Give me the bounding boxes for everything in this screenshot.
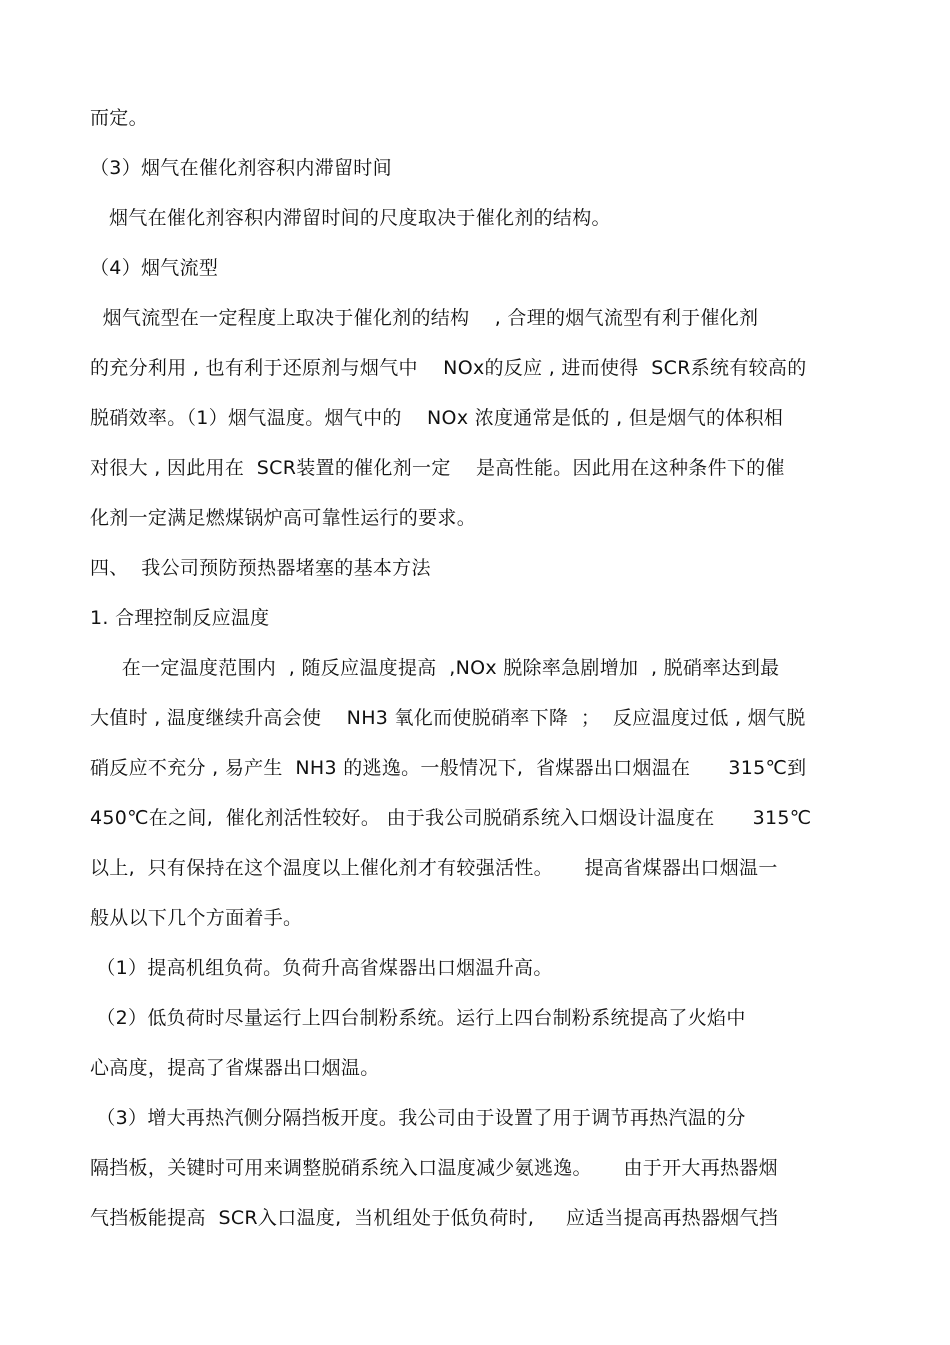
text-line: 对很大 , 因此用在 SCR装置的催化剂一定 是高性能。因此用在这种条件下的催: [90, 457, 785, 479]
list-item: （2）低负荷时尽量运行上四台制粉系统。运行上四台制粉系统提高了火焰中: [90, 1007, 746, 1029]
section-heading: （3）烟气在催化剂容积内滞留时间: [90, 157, 392, 179]
list-item: （1）提高机组负荷。负荷升高省煤器出口烟温升高。: [90, 957, 553, 979]
list-item: （3）增大再热汽侧分隔挡板开度。我公司由于设置了用于调节再热汽温的分: [90, 1107, 746, 1129]
text-line: 隔挡板，关键时可用来调整脱硝系统入口温度减少氨逃逸。 由于开大再热器烟: [90, 1157, 778, 1179]
subsection-heading: 1. 合理控制反应温度: [90, 607, 270, 629]
text-line: 大值时 , 温度继续升高会使 NH3 氧化而使脱硝率下降 ； 反应温度过低 , 烟气脱: [90, 707, 806, 729]
text-line: 以上, 只有保持在这个温度以上催化剂才有较强活性。 提高省煤器出口烟温一: [90, 857, 778, 879]
section-heading: （4）烟气流型: [90, 257, 219, 279]
text-line: 般从以下几个方面着手。: [90, 907, 303, 929]
text-line: 化剂一定满足燃煤锅炉高可靠性运行的要求。: [90, 507, 477, 529]
text-line: 气挡板能提高 SCR入口温度, 当机组处于低负荷时, 应适当提高再热器烟气挡: [90, 1207, 779, 1229]
text-line: 在一定温度范围内 , 随反应温度提高 ,NOx 脱除率急剧增加 , 脱硝率达到最: [90, 657, 780, 679]
text-line: 硝反应不充分 , 易产生 NH3 的逃逸。一般情况下, 省煤器出口烟温在 315℃到: [90, 757, 807, 779]
text-line: 450℃在之间, 催化剂活性较好。 由于我公司脱硝系统入口烟设计温度在 315℃: [90, 807, 812, 829]
text-line: 心高度，提高了省煤器出口烟温。: [90, 1057, 380, 1079]
text-line: 烟气在催化剂容积内滞留时间的尺度取决于催化剂的结构。: [90, 207, 611, 229]
text-line: 的充分利用 , 也有利于还原剂与烟气中 NOx的反应 , 进而使得 SCR系统有较高的: [90, 357, 807, 379]
text-line: 烟气流型在一定程度上取决于催化剂的结构 , 合理的烟气流型有利于催化剂: [90, 307, 759, 329]
text-line: 脱硝效率。（1）烟气温度。烟气中的 NOx 浓度通常是低的 , 但是烟气的体积相: [90, 407, 784, 429]
chapter-heading: 四、 我公司预防预热器堵塞的基本方法: [90, 557, 431, 579]
text-line: 而定。: [90, 107, 148, 129]
